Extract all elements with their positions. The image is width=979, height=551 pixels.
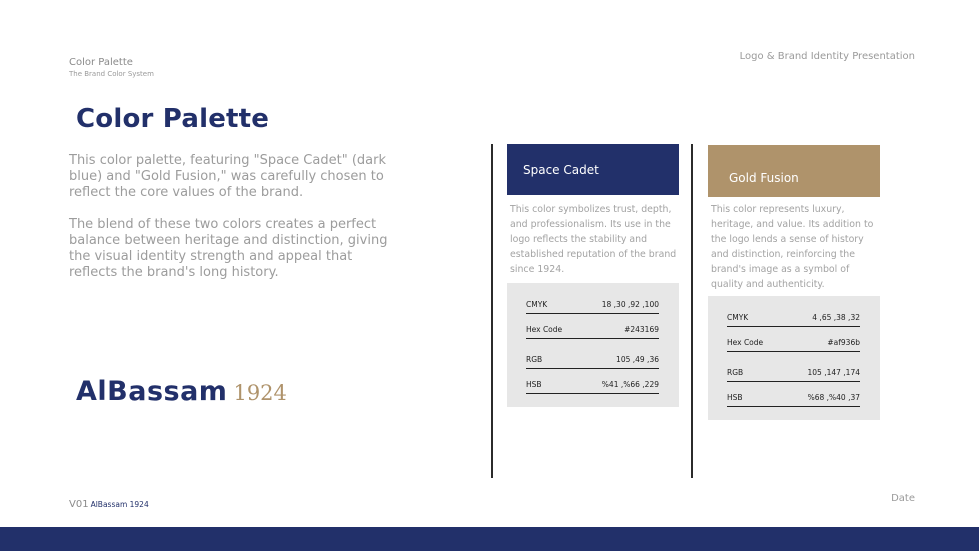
spec-row-rgb xyxy=(526,339,659,369)
version-label: V01 xyxy=(69,499,89,510)
blend-paragraph: The blend of these two colors creates a perfect balance between heritage and distinction, giving the visual identity strength and appeal that reflects the brand's long history. xyxy=(69,217,388,280)
page-title: Color Palette xyxy=(76,104,270,134)
spec-value: 4 ,65 ,38 ,32 xyxy=(812,313,860,322)
brand-logo xyxy=(76,376,287,407)
header-presentation-title: Logo & Brand Identity Presentation xyxy=(739,51,915,62)
divider-line-right xyxy=(691,144,693,478)
color-card-space-cadet xyxy=(507,144,679,407)
spec-row-cmyk xyxy=(526,291,659,314)
color-specs-panel xyxy=(507,283,679,407)
spec-label: HSB xyxy=(526,380,542,389)
logo-year: 1924 xyxy=(233,381,287,405)
spec-row-hex xyxy=(727,327,860,352)
footer-date: Date xyxy=(891,493,915,504)
color-swatch xyxy=(708,145,880,197)
color-name: Gold Fusion xyxy=(729,171,799,185)
color-description: This color represents luxury, heritage, and value. Its addition to the logo lends a sense of history and distinction, reinforcing the brand's image as a symbol of quality and authenticity. xyxy=(711,204,874,290)
spec-value: %68 ,%40 ,37 xyxy=(807,393,860,402)
logo-wordmark: AlBassam xyxy=(76,376,228,407)
color-description: This color symbolizes trust, depth, and professionalism. Its use in the logo reflects the stability and established reputation of the brand since 1924. xyxy=(510,204,677,275)
spec-value: 18 ,30 ,92 ,100 xyxy=(601,300,659,309)
header-section-subtitle: The Brand Color System xyxy=(69,70,154,78)
spec-label: RGB xyxy=(526,355,543,364)
spec-row-hsb xyxy=(526,369,659,394)
footer-version xyxy=(69,499,149,510)
spec-value: %41 ,%66 ,229 xyxy=(601,380,659,389)
spec-row-cmyk xyxy=(727,304,860,327)
divider-line-left xyxy=(491,144,493,478)
spec-label: Hex Code xyxy=(526,325,563,334)
spec-value: 105 ,147 ,174 xyxy=(807,368,860,377)
color-name: Space Cadet xyxy=(523,162,599,177)
intro-paragraph: This color palette, featuring "Space Cadet" (dark blue) and "Gold Fusion," was carefully chosen to reflect the core values of the brand. xyxy=(69,153,386,200)
color-swatch xyxy=(507,144,679,195)
spec-value: #af936b xyxy=(827,338,860,347)
spec-row-hex xyxy=(526,314,659,339)
spec-label: Hex Code xyxy=(727,338,764,347)
color-card-gold-fusion xyxy=(708,145,880,420)
spec-label: CMYK xyxy=(526,300,548,309)
spec-row-hsb xyxy=(727,382,860,407)
spec-value: 105 ,49 ,36 xyxy=(616,355,659,364)
spec-label: CMYK xyxy=(727,313,749,322)
footer-brand: AlBassam 1924 xyxy=(90,500,149,509)
header-section-title: Color Palette xyxy=(69,57,133,68)
spec-row-rgb xyxy=(727,352,860,382)
spec-label: RGB xyxy=(727,368,744,377)
spec-label: HSB xyxy=(727,393,743,402)
spec-value: #243169 xyxy=(624,325,659,334)
footer-bar xyxy=(0,527,979,551)
color-specs-panel xyxy=(708,296,880,420)
